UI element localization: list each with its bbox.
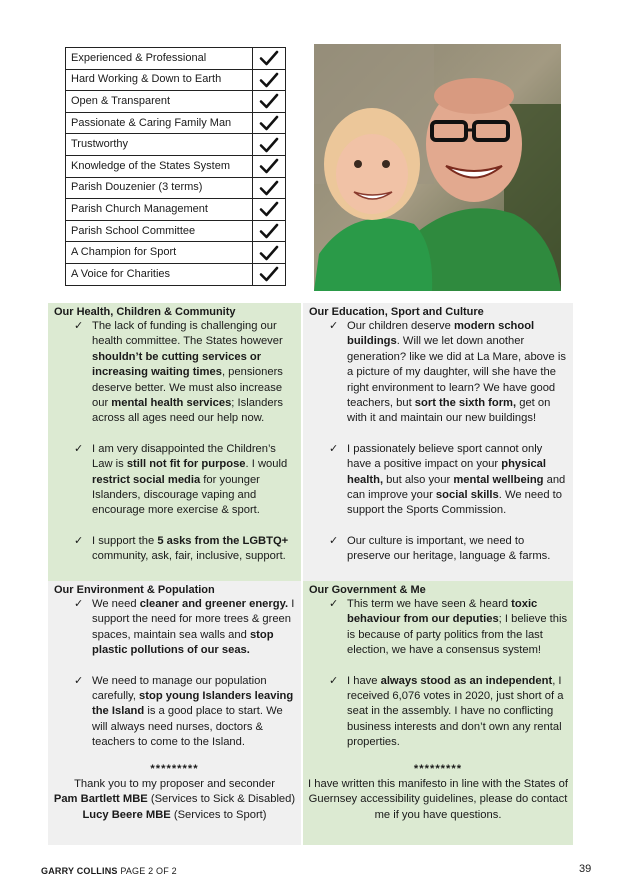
quality-label: Open & Transparent (66, 91, 253, 113)
quality-row (66, 69, 286, 91)
quality-row (66, 155, 286, 177)
quality-row (66, 134, 286, 156)
health-title: Our Health, Children & Community (54, 306, 236, 318)
quality-row (66, 177, 286, 199)
checkmark-icon (253, 263, 286, 285)
quality-label: Hard Working & Down to Earth (66, 69, 253, 91)
tick-icon: ✓ (329, 674, 339, 687)
health-section (48, 303, 301, 581)
checkmark-icon (253, 48, 286, 70)
checkmark-icon (253, 112, 286, 134)
quality-label: Passionate & Caring Family Man (66, 112, 253, 134)
health-bullet-3: ✓ I support the 5 asks from the LGBTQ+ community, ask, fair, inclusive, support. (74, 534, 289, 563)
page-label: PAGE 2 OF 2 (120, 866, 177, 876)
checkmark-icon (253, 155, 286, 177)
quality-label: A Champion for Sport (66, 242, 253, 264)
education-bullet-3: ✓ Our culture is important, we need to preserve our heritage, language & farms. (329, 534, 551, 563)
quality-row (66, 48, 286, 70)
checkmark-icon (253, 177, 286, 199)
quality-label: Parish Douzenier (3 terms) (66, 177, 253, 199)
quality-row (66, 91, 286, 113)
quality-label: A Voice for Charities (66, 263, 253, 285)
footer-credit (41, 866, 177, 876)
checkmark-icon (253, 199, 286, 221)
quality-label: Parish Church Management (66, 199, 253, 221)
government-bullet-1: ✓ This term we have seen & heard toxic behaviour from our deputies; I believe this is because of party politics from the last election, we have a consensus system! (329, 598, 568, 657)
government-title: Our Government & Me (309, 584, 426, 596)
quality-row (66, 220, 286, 242)
education-bullet-1: ✓ Our children deserve modern school buildings. Will we let down another generation? like we did at La Mare, above is a picture of my daughter, will she have the right environment to learn? We have good teachers, but sort the sixth form, get on with it and maintain our new buildings! (329, 320, 566, 425)
checkmark-icon (253, 220, 286, 242)
candidate-photo (314, 44, 561, 291)
quality-row (66, 242, 286, 264)
tick-icon: ✓ (74, 674, 84, 687)
government-section (303, 581, 573, 845)
thanks-text: Thank you to my proposer and seconder Pam Bartlett MBE (Services to Sick & Disabled) Lucy Beere MBE (Services to Sport) (53, 778, 296, 821)
proposer-name: Pam Bartlett MBE (53, 793, 148, 806)
environment-title: Our Environment & Population (54, 584, 215, 596)
health-bullet-1: ✓ The lack of funding is challenging our health committee. The States however shouldn’t be cutting services or increasing waiting times, pensioners deserve better. We must also increase our mental health services; Islanders across all ages need our help now. (74, 320, 283, 425)
father-daughter-photo (314, 44, 561, 291)
qualities-table (65, 47, 286, 286)
checkmark-icon (253, 69, 286, 91)
tick-icon: ✓ (74, 442, 84, 455)
seconder-name: Lucy Beere MBE (82, 808, 171, 821)
checkmark-icon (253, 91, 286, 113)
education-section (303, 303, 573, 581)
checkmark-icon (253, 134, 286, 156)
environment-bullet-1: ✓ We need cleaner and greener energy. I support the need for more trees & green spaces, maintain sea walls and stop plastic pollutions of our seas. (74, 598, 295, 657)
quality-row (66, 199, 286, 221)
checkmark-icon (253, 242, 286, 264)
quality-row (66, 112, 286, 134)
tick-icon: ✓ (329, 442, 339, 455)
quality-label: Parish School Committee (66, 220, 253, 242)
closing-text: I have written this manifesto in line with the States of Guernsey accessibility guidelines, please do contact me if you have questions. (308, 778, 568, 821)
environment-section (48, 581, 301, 845)
stars-divider: ********* (150, 762, 199, 775)
tick-icon: ✓ (329, 320, 339, 332)
tick-icon: ✓ (329, 534, 339, 547)
page-number: 39 (579, 863, 592, 875)
health-bullet-2: ✓ I am very disappointed the Children’s Law is still not fit for purpose. I would restrict social media for younger Islanders, discourage vaping and encourage more exercise & sport. (74, 442, 288, 517)
quality-row (66, 263, 286, 285)
tick-icon: ✓ (329, 598, 339, 610)
tick-icon: ✓ (74, 598, 84, 610)
education-title: Our Education, Sport and Culture (309, 306, 484, 318)
quality-label: Experienced & Professional (66, 48, 253, 70)
government-bullet-2: ✓ I have always stood as an independent, I received 6,076 votes in 2020, just short of a seat in the assembly. I have no conflicting business interests and don’t own any rental properties. (329, 674, 564, 749)
tick-icon: ✓ (74, 320, 84, 332)
tick-icon: ✓ (74, 534, 84, 547)
quality-label: Trustworthy (66, 134, 253, 156)
quality-label: Knowledge of the States System (66, 155, 253, 177)
candidate-name: GARRY COLLINS (41, 866, 118, 876)
environment-bullet-2: ✓ We need to manage our population carefully, stop young Islanders leaving the Island is a good place to start. We will always need nurses, doctors & teachers to come to the Island. (74, 674, 294, 749)
education-bullet-2: ✓ I passionately believe sport cannot only have a positive impact on your physical health, but also your mental wellbeing and can improve your social skills. We need to support the Sports Commission. (329, 442, 566, 517)
stars-divider: ********* (413, 762, 463, 775)
